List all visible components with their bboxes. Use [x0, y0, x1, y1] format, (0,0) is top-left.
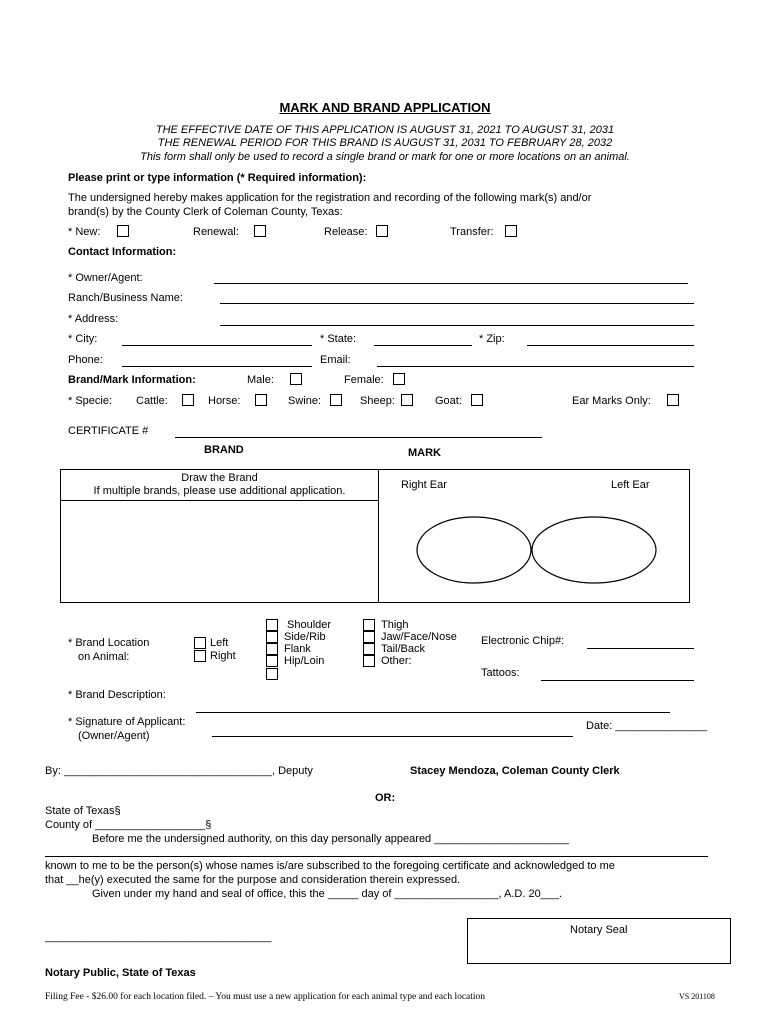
- other-label: Other:: [381, 655, 412, 667]
- female-checkbox[interactable]: [393, 373, 405, 385]
- left-checkbox[interactable]: [194, 637, 206, 649]
- owner-input[interactable]: [214, 283, 688, 284]
- address-input[interactable]: [220, 325, 694, 326]
- goat-label: Goat:: [435, 395, 462, 407]
- goat-checkbox[interactable]: [471, 394, 483, 406]
- ear-marks-checkbox[interactable]: [667, 394, 679, 406]
- city-label: * City:: [68, 333, 98, 345]
- tattoos-input[interactable]: [541, 680, 694, 681]
- notary-signature-line[interactable]: _____________________________________: [45, 931, 272, 943]
- right-label: Right: [210, 650, 236, 662]
- signature-input[interactable]: [212, 736, 573, 737]
- deputy-line[interactable]: By: __________________________________, Deputy: [45, 765, 313, 777]
- ear-diagram: [414, 515, 660, 585]
- male-checkbox[interactable]: [290, 373, 302, 385]
- owner-label: * Owner/Agent:: [68, 272, 143, 284]
- male-label: Male:: [247, 374, 274, 386]
- email-input[interactable]: [377, 366, 694, 367]
- intro-text-line2: brand(s) by the County Clerk of Coleman County, Texas:: [68, 206, 343, 218]
- release-label: Release:: [324, 226, 368, 238]
- version-code: VS 201108: [679, 992, 715, 1001]
- tail-checkbox[interactable]: [363, 643, 375, 655]
- clerk-name: Stacey Mendoza, Coleman County Clerk: [410, 765, 620, 777]
- transfer-checkbox[interactable]: [505, 225, 517, 237]
- ranch-label: Ranch/Business Name:: [68, 292, 183, 304]
- multiple-brands-note: If multiple brands, please use additional application.: [93, 485, 346, 497]
- right-ear-label: Right Ear: [401, 479, 447, 491]
- cattle-checkbox[interactable]: [182, 394, 194, 406]
- right-checkbox[interactable]: [194, 650, 206, 662]
- jaw-checkbox[interactable]: [363, 631, 375, 643]
- state-input[interactable]: [374, 345, 472, 346]
- female-label: Female:: [344, 374, 384, 386]
- left-ear-outline: [532, 517, 656, 583]
- brand-info-heading: Brand/Mark Information:: [68, 374, 196, 386]
- brand-box-divider: [61, 500, 378, 501]
- state-of-texas: State of Texas§: [45, 805, 121, 817]
- on-animal-label: on Animal:: [78, 651, 130, 663]
- specie-label: * Specie:: [68, 395, 113, 407]
- intro-text-line1: The undersigned hereby makes application for the registration and recording of the following mark(s) and/or: [68, 192, 592, 204]
- zip-label: * Zip:: [479, 333, 505, 345]
- phone-label: Phone:: [68, 354, 103, 366]
- jaw-label: Jaw/Face/Nose: [381, 631, 457, 643]
- state-label: * State:: [320, 333, 357, 345]
- brand-location-label: * Brand Location: [68, 637, 150, 649]
- other-checkbox[interactable]: [363, 655, 375, 667]
- phone-input[interactable]: [122, 366, 312, 367]
- cattle-label: Cattle:: [136, 395, 168, 407]
- tattoos-label: Tattoos:: [481, 667, 520, 679]
- side-rib-label: Side/Rib: [284, 631, 326, 643]
- swine-checkbox[interactable]: [330, 394, 342, 406]
- zip-input[interactable]: [527, 345, 694, 346]
- shoulder-label: Shoulder: [287, 619, 332, 631]
- email-label: Email:: [320, 354, 351, 366]
- flank-checkbox[interactable]: [266, 643, 278, 655]
- transfer-label: Transfer:: [450, 226, 494, 238]
- ear-marks-label: Ear Marks Only:: [572, 395, 651, 407]
- city-input[interactable]: [122, 345, 312, 346]
- chip-label: Electronic Chip#:: [481, 635, 565, 647]
- sheep-label: Sheep:: [360, 395, 395, 407]
- new-label: * New:: [68, 226, 101, 238]
- hip-loin-label: Hip/Loin: [284, 655, 325, 667]
- horse-label: Horse:: [208, 395, 241, 407]
- new-checkbox[interactable]: [117, 225, 129, 237]
- draw-brand-text: Draw the Brand: [181, 472, 258, 484]
- brand-description-input[interactable]: [196, 712, 670, 713]
- side-rib-checkbox[interactable]: [266, 631, 278, 643]
- certificate-input[interactable]: [175, 437, 542, 438]
- address-label: * Address:: [68, 313, 119, 325]
- release-checkbox[interactable]: [376, 225, 388, 237]
- single-brand-note: This form shall only be used to record a single brand or mark for one or more locations on an animal.: [140, 151, 630, 163]
- mark-heading: MARK: [408, 447, 441, 459]
- appeared-line[interactable]: Before me the undersigned authority, on this day personally appeared ______________________: [92, 833, 569, 845]
- notary-seal-label: Notary Seal: [570, 924, 628, 936]
- horse-checkbox[interactable]: [255, 394, 267, 406]
- hip-loin-checkbox[interactable]: [266, 655, 278, 667]
- brand-description-label: * Brand Description:: [68, 689, 166, 701]
- ranch-input[interactable]: [220, 303, 694, 304]
- county-line[interactable]: County of __________________§: [45, 819, 212, 831]
- date-field[interactable]: Date: _______________: [586, 720, 708, 732]
- renewal-period-note: THE RENEWAL PERIOD FOR THIS BRAND IS AUGUST 31, 2031 TO FEBRUARY 28, 2032: [157, 137, 613, 149]
- signature-label: * Signature of Applicant:: [68, 716, 186, 728]
- chip-input[interactable]: [587, 648, 694, 649]
- appeared-name-input[interactable]: [45, 856, 708, 857]
- given-line[interactable]: Given under my hand and seal of office, this the _____ day of _________________, A.D. 20___.: [92, 888, 563, 900]
- flank-label: Flank: [284, 643, 311, 655]
- owner-agent-label: (Owner/Agent): [78, 730, 150, 742]
- left-ear-label: Left Ear: [611, 479, 650, 491]
- known-text-line2: that __he(y) executed the same for the purpose and consideration therein expressed.: [45, 874, 461, 886]
- renewal-checkbox[interactable]: [254, 225, 266, 237]
- known-text-line1: known to me to be the person(s) whose names is/are subscribed to the foregoing certificate and acknowledged to me: [45, 860, 615, 872]
- notary-public-label: Notary Public, State of Texas: [45, 967, 196, 979]
- right-ear-outline: [417, 517, 531, 583]
- filing-fee-note: Filing Fee - $26.00 for each location filed. – You must use a new application for each animal type and each location: [45, 992, 486, 1002]
- renewal-label: Renewal:: [193, 226, 239, 238]
- tail-label: Tail/Back: [381, 643, 426, 655]
- sheep-checkbox[interactable]: [401, 394, 413, 406]
- left-label: Left: [210, 637, 229, 649]
- shoulder-checkbox[interactable]: [266, 619, 278, 631]
- contact-heading: Contact Information:: [68, 246, 177, 258]
- form-title: MARK AND BRAND APPLICATION: [279, 100, 491, 115]
- or-label: OR:: [375, 792, 396, 804]
- certificate-label: CERTIFICATE #: [68, 425, 149, 437]
- print-instruction: Please print or type information (* Required information):: [68, 172, 367, 184]
- thigh-label: Thigh: [381, 619, 409, 631]
- swine-label: Swine:: [288, 395, 322, 407]
- brand-heading: BRAND: [204, 444, 244, 456]
- extra-location-checkbox[interactable]: [266, 668, 278, 680]
- effective-date-note: THE EFFECTIVE DATE OF THIS APPLICATION IS AUGUST 31, 2021 TO AUGUST 31, 2031: [155, 124, 615, 136]
- thigh-checkbox[interactable]: [363, 619, 375, 631]
